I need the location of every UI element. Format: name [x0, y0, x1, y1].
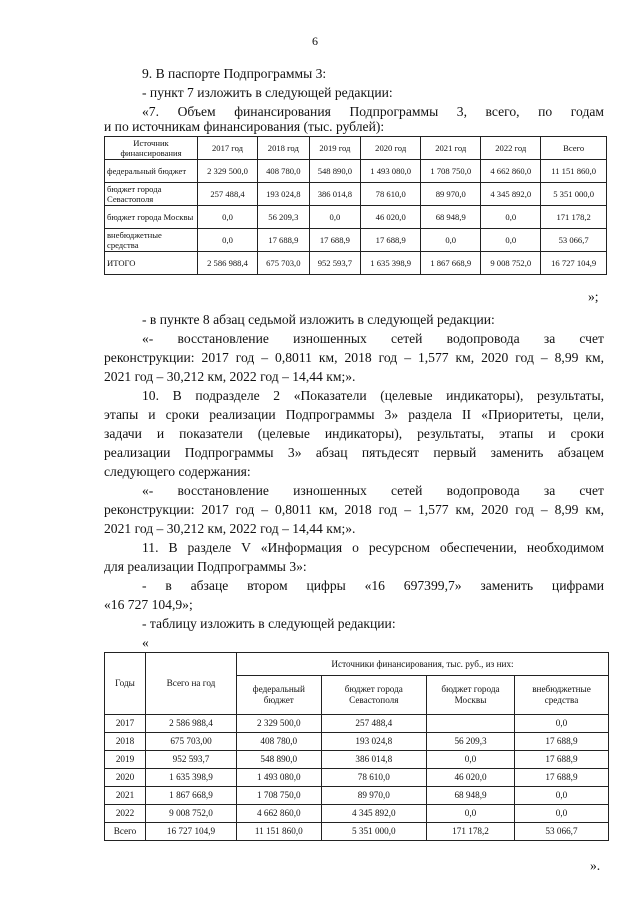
table-cell: 2 329 500,0 — [237, 715, 322, 733]
table-row — [105, 715, 609, 733]
table-cell: 5 351 000,0 — [321, 823, 427, 841]
table-cell: 4 345 892,0 — [481, 183, 541, 206]
table-header-row — [105, 137, 607, 160]
table-row — [105, 805, 609, 823]
table-cell: 1 493 080,0 — [361, 160, 421, 183]
table-cell: 0,0 — [481, 206, 541, 229]
table-header-cell: 2017 год — [198, 137, 258, 160]
table-row — [105, 787, 609, 805]
table-cell: 171 178,2 — [541, 206, 607, 229]
table-cell: 675 703,00 — [146, 733, 237, 751]
paragraph-item-7-line2: и по источникам финансирования (тыс. рублей): — [104, 119, 385, 134]
table-cell: 4 662 860,0 — [481, 160, 541, 183]
table-header-cell: бюджет города Москвы — [427, 676, 515, 715]
table-cell: 9 008 752,0 — [481, 252, 541, 275]
table-cell: 9 008 752,0 — [146, 805, 237, 823]
financing-table — [104, 136, 607, 275]
paragraph-9: 9. В паспорте Подпрограммы 3: — [142, 66, 327, 81]
table-header-cell: 2018 год — [258, 137, 310, 160]
paragraph-quote-line2: реконструкции: 2017 год – 0,8011 км, 2018 год – 1,577 км, 2020 год – 8,99 км, — [104, 350, 604, 365]
table-cell: 4 662 860,0 — [237, 805, 322, 823]
table-cell: 16 727 104,9 — [541, 252, 607, 275]
table-cell: 386 014,8 — [321, 751, 427, 769]
closing-quote: ». — [590, 858, 601, 873]
table-group-header: Источники финансирования, тыс. руб., из них: — [237, 653, 609, 676]
table-cell: 68 948,9 — [421, 206, 481, 229]
table-header-cell: 2022 год — [481, 137, 541, 160]
table-cell: 2019 — [105, 751, 146, 769]
paragraph-10-line4: реализации Подпрограммы 3» абзац пятьдесят первый заменить абзацем — [104, 445, 604, 460]
table-cell: 11 151 860,0 — [541, 160, 607, 183]
table-cell: 0,0 — [427, 805, 515, 823]
table-row — [105, 751, 609, 769]
table-row-total — [105, 823, 609, 841]
paragraph-10-line3: задачи и показатели (целевые индикаторы), результаты, этапы и сроки — [104, 426, 604, 441]
paragraph-11-item1-line1: - в абзаце втором цифры «16 697399,7» заменить цифрами — [142, 578, 604, 593]
paragraph-quote-line3: 2021 год – 30,212 км, 2022 год – 14,44 км;». — [104, 369, 356, 384]
table-cell: 46 020,0 — [361, 206, 421, 229]
paragraph-11-item1-line2: «16 727 104,9»; — [104, 597, 193, 612]
paragraph-quote-line1: «- восстановление изношенных сетей водопровода за счет — [142, 331, 604, 346]
table-cell: 1 867 668,9 — [421, 252, 481, 275]
table-cell: 548 890,0 — [237, 751, 322, 769]
table-cell: бюджет города Москвы — [105, 206, 198, 229]
paragraph-item-8-intro: - в пункте 8 абзац седьмой изложить в следующей редакции: — [142, 312, 495, 327]
table-cell: 56 209,3 — [427, 733, 515, 751]
table-cell: 0,0 — [198, 229, 258, 252]
table-cell: 257 488,4 — [198, 183, 258, 206]
table-cell: 78 610,0 — [321, 769, 427, 787]
table-cell: 2021 — [105, 787, 146, 805]
resource-table — [104, 652, 609, 841]
paragraph-item-7-line1: «7. Объем финансирования Подпрограммы 3, всего, по годам — [142, 104, 604, 119]
table-cell: 0,0 — [514, 805, 608, 823]
table-cell: 548 890,0 — [309, 160, 361, 183]
table-cell: федеральный бюджет — [105, 160, 198, 183]
table-cell: 675 703,0 — [258, 252, 310, 275]
table-cell: 17 688,9 — [514, 733, 608, 751]
table-header-cell: внебюджетные средства — [514, 676, 608, 715]
table-header-cell: федеральный бюджет — [237, 676, 322, 715]
paragraph-item-7-intro: - пункт 7 изложить в следующей редакции: — [142, 85, 393, 100]
paragraph-10-line1: 10. В подразделе 2 «Показатели (целевые индикаторы), результаты, — [142, 388, 604, 403]
table-cell: 257 488,4 — [321, 715, 427, 733]
table-header-cell: Всего — [541, 137, 607, 160]
table-cell: 56 209,3 — [258, 206, 310, 229]
table-cell: 952 593,7 — [309, 252, 361, 275]
table-cell: 16 727 104,9 — [146, 823, 237, 841]
table-cell: 408 780,0 — [237, 733, 322, 751]
table-cell: 1 493 080,0 — [237, 769, 322, 787]
table-cell: 89 970,0 — [421, 183, 481, 206]
table-header-row — [105, 653, 609, 676]
table-cell: 0,0 — [198, 206, 258, 229]
table-cell: 2018 — [105, 733, 146, 751]
table-cell: 89 970,0 — [321, 787, 427, 805]
table-cell: 0,0 — [427, 751, 515, 769]
table-cell: 2017 — [105, 715, 146, 733]
table-row — [105, 733, 609, 751]
table-cell: 78 610,0 — [361, 183, 421, 206]
table-cell: 1 708 750,0 — [237, 787, 322, 805]
paragraph-10-line5: следующего содержания: — [104, 464, 251, 479]
table-cell: 193 024,8 — [258, 183, 310, 206]
closing-quote: »; — [588, 289, 599, 304]
table-cell: 952 593,7 — [146, 751, 237, 769]
table-cell: 1 635 398,9 — [146, 769, 237, 787]
table-header-cell: 2021 год — [421, 137, 481, 160]
table-cell: 5 351 000,0 — [541, 183, 607, 206]
table-cell: 408 780,0 — [258, 160, 310, 183]
paragraph-quote2-line1: «- восстановление изношенных сетей водопровода за счет — [142, 483, 604, 498]
table-cell: 0,0 — [514, 787, 608, 805]
paragraph-quote2-line2: реконструкции: 2017 год – 0,8011 км, 2018 год – 1,577 км, 2020 год – 8,99 км, — [104, 502, 604, 517]
table-header-cell: бюджет города Севастополя — [321, 676, 427, 715]
table-cell: 17 688,9 — [514, 769, 608, 787]
paragraph-10-line2: этапы и сроки реализации Подпрограммы 3» раздела II «Приоритеты, цели, — [104, 407, 604, 422]
table-cell: 193 024,8 — [321, 733, 427, 751]
table-cell: 53 066,7 — [541, 229, 607, 252]
table-cell: 2 329 500,0 — [198, 160, 258, 183]
table-cell: 386 014,8 — [309, 183, 361, 206]
table-cell: 171 178,2 — [427, 823, 515, 841]
table-header-cell: 2020 год — [361, 137, 421, 160]
paragraph-11-line1: 11. В разделе V «Информация о ресурсном обеспечении, необходимом — [142, 540, 604, 555]
paragraph-quote2-line3: 2021 год – 30,212 км, 2022 год – 14,44 км;». — [104, 521, 356, 536]
table-cell: 1 708 750,0 — [421, 160, 481, 183]
table-row — [105, 769, 609, 787]
table-header-cell: Годы — [105, 653, 146, 715]
table-cell: бюджет города Севастополя — [105, 183, 198, 206]
table-cell: 4 345 892,0 — [321, 805, 427, 823]
table-cell: 53 066,7 — [514, 823, 608, 841]
table-row — [105, 206, 607, 229]
table-row — [105, 229, 607, 252]
table-header-cell: Всего на год — [146, 653, 237, 715]
table-cell: 0,0 — [309, 206, 361, 229]
table-row-total — [105, 252, 607, 275]
table-cell: ИТОГО — [105, 252, 198, 275]
table-cell: 0,0 — [514, 715, 608, 733]
table-cell: Всего — [105, 823, 146, 841]
table-cell: внебюджетные средства — [105, 229, 198, 252]
table-cell: 2020 — [105, 769, 146, 787]
table-header-cell: Источник финансирования — [105, 137, 198, 160]
opening-quote: « — [142, 635, 149, 650]
paragraph-11-line2: для реализации Подпрограммы 3»: — [104, 559, 307, 574]
table-row — [105, 183, 607, 206]
table-cell: 0,0 — [421, 229, 481, 252]
table-cell: 46 020,0 — [427, 769, 515, 787]
table-header-cell: 2019 год — [309, 137, 361, 160]
table-cell: 17 688,9 — [514, 751, 608, 769]
table-cell: 1 635 398,9 — [361, 252, 421, 275]
table-cell: 11 151 860,0 — [237, 823, 322, 841]
table-cell: 68 948,9 — [427, 787, 515, 805]
table-cell: 17 688,9 — [309, 229, 361, 252]
table-row — [105, 160, 607, 183]
table-cell: 2022 — [105, 805, 146, 823]
table-cell: 2 586 988,4 — [198, 252, 258, 275]
table-cell: 2 586 988,4 — [146, 715, 237, 733]
table-cell: 0,0 — [481, 229, 541, 252]
table-cell: 17 688,9 — [258, 229, 310, 252]
table-cell — [427, 715, 515, 733]
page-number: 6 — [312, 34, 318, 48]
table-cell: 17 688,9 — [361, 229, 421, 252]
table-cell: 1 867 668,9 — [146, 787, 237, 805]
paragraph-11-item2: - таблицу изложить в следующей редакции: — [142, 616, 396, 631]
